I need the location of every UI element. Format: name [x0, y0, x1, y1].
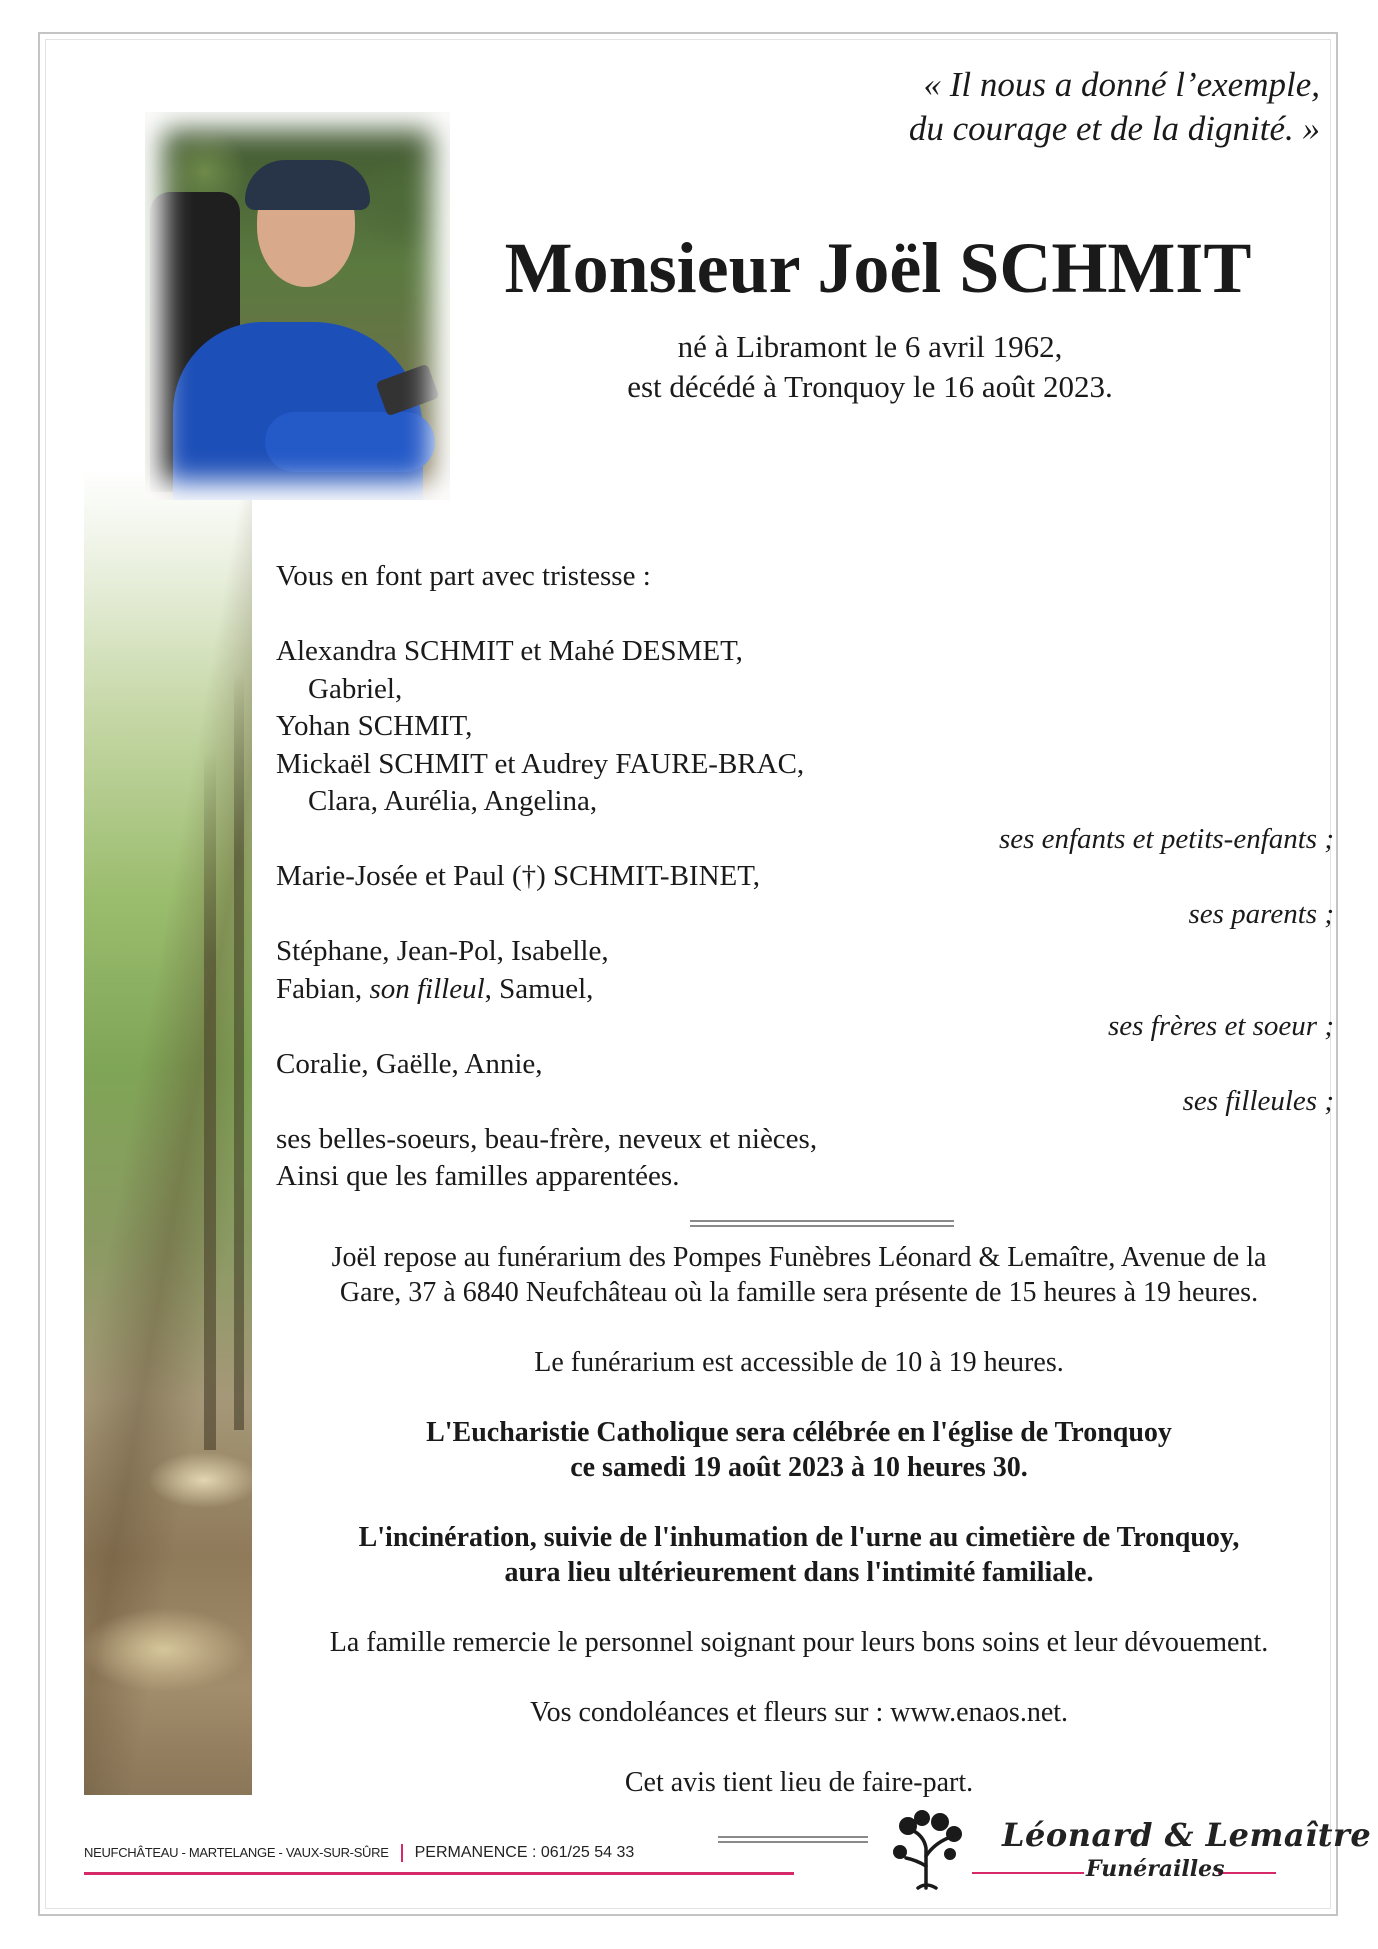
family-member: ses belles-soeurs, beau-frère, neveux et nièces, — [276, 1122, 818, 1155]
family-member: Coralie, Gaëlle, Annie, — [276, 1047, 543, 1080]
mass-line: ce samedi 19 août 2023 à 10 heures 30. — [570, 1452, 1028, 1483]
brand-accent-line — [1218, 1872, 1276, 1874]
tree-icon — [888, 1808, 968, 1890]
brand-accent-line — [972, 1872, 1084, 1874]
brand-subtitle: Funérailles — [1086, 1856, 1225, 1882]
family-member-name: , Samuel, — [484, 972, 594, 1005]
relation-label: ses filleules ; — [1182, 1085, 1334, 1117]
family-member: Alexandra SCHMIT et Mahé DESMET, — [276, 635, 743, 667]
footer-divider — [718, 1836, 868, 1843]
section-divider — [690, 1220, 954, 1227]
epigraph-quote — [760, 63, 1320, 151]
family-list — [276, 558, 1336, 1196]
family-member: Gabriel, — [308, 672, 403, 705]
relation-label: ses parents ; — [1188, 897, 1334, 930]
birth-death-info — [520, 327, 1220, 407]
birth-line: né à Libramont le 6 avril 1962, — [677, 329, 1063, 364]
family-member: Clara, Aurélia, Angelina, — [308, 785, 598, 817]
family-member: Yohan SCHMIT, — [276, 710, 473, 742]
death-line: est décédé à Tronquoy le 16 août 2023. — [627, 369, 1113, 404]
family-member: Ainsi que les familles apparentées. — [276, 1160, 680, 1192]
thanks-line: La famille remercie le personnel soignant pour leurs bons soins et leur dévouement. — [329, 1627, 1269, 1658]
access-hours: Le funérarium est accessible de 10 à 19 heures. — [534, 1347, 1064, 1378]
family-member: Mickaël SCHMIT et Audrey FAURE-BRAC, — [276, 747, 805, 780]
footer-permanence: PERMANENCE : 061/25 54 33 — [414, 1844, 635, 1862]
portrait-photo — [145, 112, 450, 500]
family-member — [276, 971, 1336, 1009]
notice-line: Cet avis tient lieu de faire-part. — [624, 1767, 974, 1798]
family-member: Stéphane, Jean-Pol, Isabelle, — [276, 935, 609, 967]
brand-name: Léonard & Lemaître — [1002, 1816, 1372, 1854]
quote-line-2: du courage et de la dignité. » — [908, 109, 1320, 148]
relation-label: ses enfants et petits-enfants ; — [998, 822, 1334, 855]
family-member: Marie-Josée et Paul (†) SCHMIT-BINET, — [276, 860, 761, 892]
condolences-line: Vos condoléances et fleurs sur : www.enaos.net. — [529, 1697, 1069, 1728]
forest-path-image — [84, 470, 252, 1795]
deceased-name: Monsieur Joël SCHMIT — [504, 228, 1252, 308]
cremation-line: L'incinération, suivie de l'inhumation de l'urne au cimetière de Tronquoy, — [358, 1522, 1240, 1553]
funerarium-line: Joël repose au funérarium des Pompes Funèbres Léonard & Lemaître, Avenue de la — [331, 1242, 1267, 1273]
cremation-line: aura lieu ultérieurement dans l'intimité familiale. — [504, 1557, 1094, 1588]
funeral-info — [276, 1240, 1322, 1800]
quote-line-1: « Il nous a donné l’exemple, — [923, 65, 1320, 104]
mass-line: L'Eucharistie Catholique sera célébrée en l'église de Tronquoy — [426, 1417, 1172, 1448]
family-member-name: Fabian, — [276, 972, 363, 1005]
relation-label: ses frères et soeur ; — [1107, 1010, 1334, 1042]
funerarium-line: Gare, 37 à 6840 Neufchâteau où la famille sera présente de 15 heures à 19 heures. — [339, 1277, 1259, 1308]
family-intro: Vous en font part avec tristesse : — [276, 560, 651, 592]
footer-towns: NEUFCHÂTEAU - MARTELANGE - VAUX-SUR-SÛRE — [84, 1845, 389, 1861]
footer-accent-line — [84, 1872, 794, 1875]
godson-note: son filleul — [369, 972, 485, 1005]
footer-contact — [84, 1844, 634, 1862]
